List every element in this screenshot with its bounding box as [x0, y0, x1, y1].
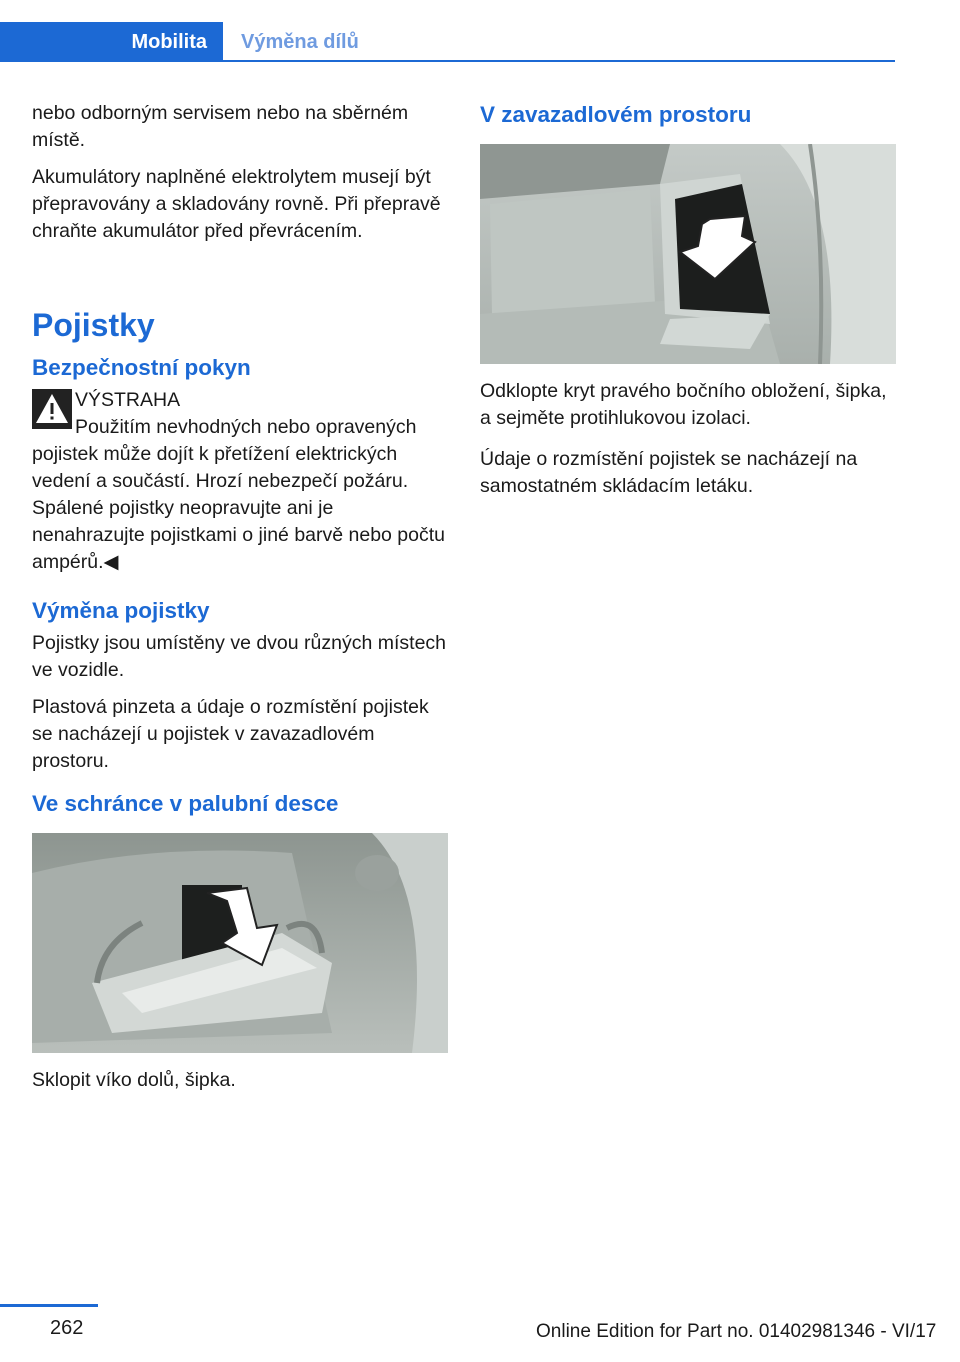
- replace-paragraph-1: Pojistky jsou umístěny ve dvou různých místech ve vozidle.: [32, 632, 447, 681]
- trunk-paragraph-1: Odklopte kryt pravého bočního obložení, šipka, a sejměte protihlukovou izolaci.: [480, 380, 887, 429]
- edition-label: Online Edition for Part no. 01402981346 - VI/17: [536, 1321, 937, 1342]
- glovebox-heading: Ve schránce v palubní desce: [32, 791, 339, 816]
- safety-heading: Bezpečnostní pokyn: [32, 355, 251, 380]
- footer-divider: [0, 1304, 98, 1307]
- glovebox-photo: [32, 833, 448, 1053]
- page-number: 262: [50, 1317, 84, 1339]
- warning-box: [32, 387, 448, 576]
- section-title-pojistky: Pojistky: [32, 307, 155, 343]
- trunk-heading: V zavazadlovém prostoru: [480, 102, 752, 127]
- trunk-photo: [480, 144, 896, 364]
- warning-triangle-icon: [32, 389, 72, 429]
- warning-label: VÝSTRAHA: [75, 389, 181, 411]
- trunk-paragraph-2: Údaje o rozmístění pojistek se nacházejí na samostatném skládacím letáku.: [480, 448, 858, 497]
- intro-paragraph-2: Akumulátory naplněné elektrolytem musejí být přepravovány a skladovány rovně. Při přepravě chraňte akumulátor před převrácením.: [32, 166, 441, 242]
- left-column: [32, 100, 448, 1104]
- glovebox-caption: Sklopit víko dolů, šipka.: [32, 1069, 236, 1091]
- replace-paragraph-2: Plastová pinzeta a údaje o rozmístění pojistek se nacházejí u pojistek v zavazadlovém prostoru.: [32, 696, 429, 772]
- warning-text: Použitím nevhodných nebo opravených pojistek může dojít k přetížení elektrických vedení a součástí. Hrozí nebezpečí požáru. Spálené pojistky neopravujte ani je nenahrazujte pojistkami o jiné barvě nebo počtu ampérů.◀: [32, 416, 446, 573]
- right-column: [480, 100, 896, 510]
- header-divider: [0, 60, 895, 62]
- intro-paragraph-1: nebo odborným servisem nebo na sběrném místě.: [32, 102, 409, 151]
- tab-mobilita[interactable]: Mobilita: [0, 22, 223, 62]
- replace-heading: Výměna pojistky: [32, 598, 210, 623]
- page-header: [0, 0, 895, 62]
- tab-vymena-dilu[interactable]: Výměna dílů: [241, 30, 359, 53]
